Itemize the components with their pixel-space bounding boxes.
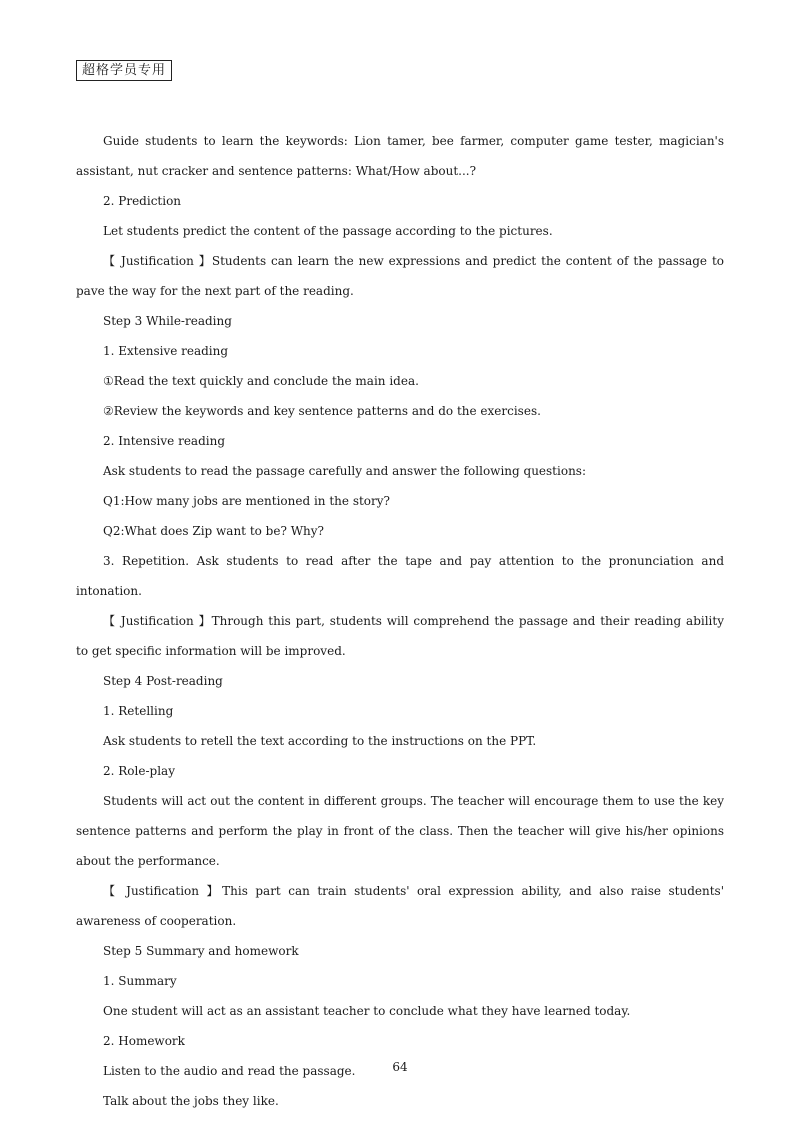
question-1: Q1:How many jobs are mentioned in the story? [103,494,390,508]
paragraph-prediction: Let students predict the content of the passage according to the pictures. [103,224,553,238]
paragraph-justification-1: 【 Justification 】Students can learn the new expressions and predict the content of the passage to pave the way for the next part of the reading. [76,254,724,298]
paragraph-role-play: Students will act out the content in different groups. The teacher will encourage them to use the key sentence patterns and perform the play in front of the class. Then the teacher will give his/her opinions about the performance. [76,794,724,868]
heading-intensive-reading: 2. Intensive reading [103,434,225,448]
paragraph-summary: One student will act as an assistant teacher to conclude what they have learned today. [103,1004,631,1018]
paragraph-justification-3: 【 Justification 】This part can train students' oral expression ability, and also raise students' awareness of cooperation. [76,884,724,928]
heading-retelling: 1. Retelling [103,704,174,718]
paragraph-justification-2: 【 Justification 】Through this part, students will comprehend the passage and their reading ability to get specific information will be improved. [76,614,724,658]
heading-step-4: Step 4 Post-reading [103,674,223,688]
paragraph-repetition: 3. Repetition. Ask students to read after the tape and pay attention to the pronunciation and intonation. [76,554,724,598]
page-number: 64 [392,1060,408,1074]
header-stamp: 超格学员专用 [76,60,172,81]
heading-step-3: Step 3 While-reading [103,314,232,328]
paragraph-homework-2: Talk about the jobs they like. [103,1094,279,1108]
paragraph-intensive: Ask students to read the passage carefully and answer the following questions: [103,464,586,478]
heading-step-5: Step 5 Summary and homework [103,944,299,958]
heading-prediction: 2. Prediction [103,194,182,208]
question-2: Q2:What does Zip want to be? Why? [103,524,324,538]
document-body [76,126,724,1116]
heading-extensive-reading: 1. Extensive reading [103,344,229,358]
paragraph-keywords: Guide students to learn the keywords: Lion tamer, bee farmer, computer game tester, magician's assistant, nut cracker and sentence patterns: What/How about...? [76,134,724,178]
paragraph-extensive-1: ①Read the text quickly and conclude the main idea. [103,374,419,388]
paragraph-homework-1: Listen to the audio and read the passage. [103,1064,356,1078]
heading-role-play: 2. Role-play [103,764,175,778]
paragraph-retelling: Ask students to retell the text according to the instructions on the PPT. [103,734,537,748]
heading-homework: 2. Homework [103,1034,185,1048]
paragraph-extensive-2: ②Review the keywords and key sentence patterns and do the exercises. [103,404,541,418]
heading-summary: 1. Summary [103,974,177,988]
